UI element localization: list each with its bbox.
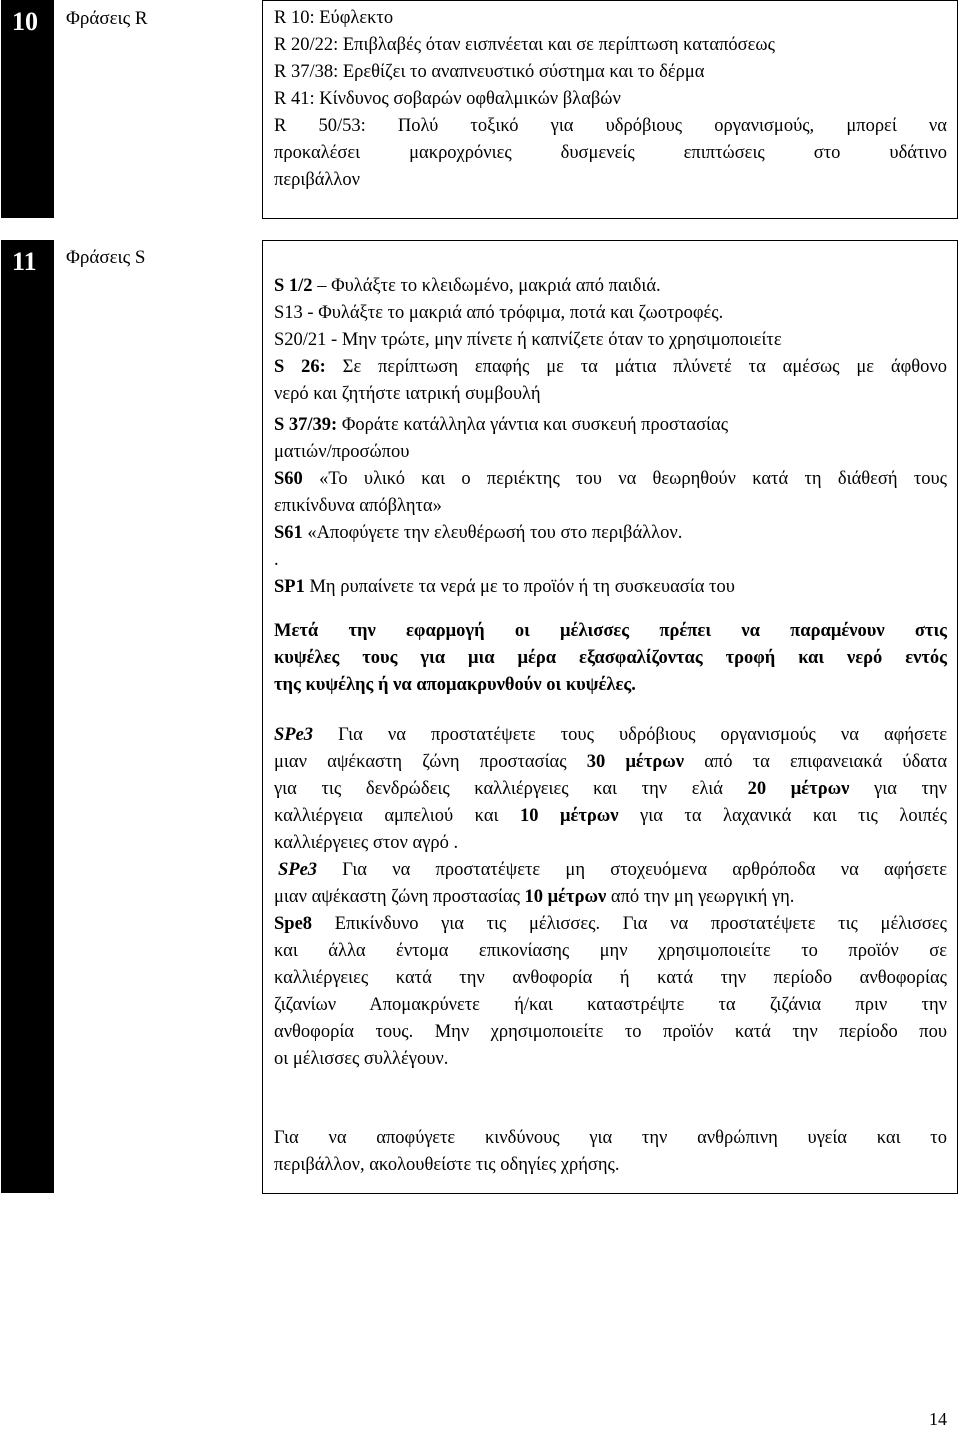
bees-warning-line-1: Μετά την εφαρμογή οι μέλισσες πρέπει να παραμένουν στις (274, 621, 947, 641)
spe3-arthropods-phrase (274, 857, 947, 911)
spe8-line-4: ζιζανίων Απομακρύνετε ή/και καταστρέψτε τα ζιζάνια πριν την (274, 995, 947, 1015)
spe3-arthropods-line-2 (274, 884, 947, 911)
s61-phrase (274, 520, 947, 547)
spe3-arthropods-text-1: Για να προστατέψετε μη στοχευόμενα αρθρόποδα να αφήσετε (317, 860, 947, 880)
row-label-s-phrases: Φράσεις S (66, 247, 146, 268)
s26-phrase-line-1 (274, 354, 947, 381)
s26-phrase-line-2: νερό και ζητήστε ιατρική συμβουλή (274, 384, 541, 404)
bees-warning (274, 618, 947, 699)
s1-2-code: S 1/2 (274, 276, 313, 296)
spe8-line-6: οι μέλισσες συλλέγουν. (274, 1049, 449, 1069)
r50-53-line-1: R 50/53: Πολύ τοξικό για υδρόβιους οργανισμούς, μπορεί να (274, 116, 947, 136)
spe3-arthropods-code: SPe3 (278, 860, 318, 880)
row-label-r-phrases: Φράσεις R (66, 8, 148, 29)
r20-22-line: R 20/22: Επιβλαβές όταν εισπνέεται και σε περίπτωση καταπόσεως (274, 35, 775, 55)
row-number-10-text: 10 (12, 7, 38, 36)
s37-39-code: S 37/39: (274, 415, 338, 435)
s37-39-phrase-line-1 (274, 412, 947, 439)
s60-code: S60 (274, 469, 303, 489)
row-number-11 (1, 240, 54, 1193)
s1-2-text: – Φυλάξτε το κλειδωμένο, μακριά από παιδιά. (312, 276, 661, 296)
s60-phrase-line-1 (274, 466, 947, 493)
spe3-aquatic-text-4a: καλλιέργεια αμπελιού και (274, 806, 520, 826)
closing-note-line-2: περιβάλλον, ακολουθείστε τις οδηγίες χρήσης. (274, 1155, 620, 1175)
spe3-aquatic-text-4c: για τα λαχανικά και τις λοιπές (618, 806, 948, 826)
row-number-10 (1, 0, 54, 218)
bees-warning-line-2: κυψέλες τους για μια μέρα εξασφαλίζοντας τροφή και νερό εντός (274, 648, 947, 668)
spe3-aquatic-line-4 (274, 803, 947, 830)
spe3-aquatic-line-3 (274, 776, 947, 803)
s1-2-phrase (274, 273, 947, 300)
s61-code: S61 (274, 523, 303, 543)
s37-39-phrase-line-2: ματιών/προσώπου (274, 442, 410, 462)
page-number: 14 (929, 1409, 947, 1429)
spe3-aquatic-code: SPe3 (274, 725, 314, 745)
spe3-aquatic-distance-20: 20 μέτρων (747, 779, 850, 799)
spe8-line-1 (274, 911, 947, 938)
r41-line: R 41: Κίνδυνος σοβαρών οφθαλμικών βλαβών (274, 89, 621, 109)
sp1-phrase (274, 574, 947, 601)
closing-note-line-1: Για να αποφύγετε κινδύνους για την ανθρώπινη υγεία και το (274, 1128, 947, 1148)
s26-text-1: Σε περίπτωση επαφής με τα μάτια πλύνετέ τα αμέσως με άφθονο (325, 357, 947, 377)
spe3-aquatic-text-1: Για να προστατέψετε τους υδρόβιους οργανισμούς να αφήσετε (313, 725, 947, 745)
spe8-line-5: ανθοφορία τους. Μην χρησιμοποιείτε το προϊόν κατά την περίοδο που (274, 1022, 947, 1042)
sp1-code: SP1 (274, 577, 305, 597)
spe3-aquatic-line-2 (274, 749, 947, 776)
spe3-aquatic-text-2a: μιαν αψέκαστη ζώνη προστασίας (274, 752, 587, 772)
s60-text-1: «Το υλικό και ο περιέκτης του να θεωρηθούν κατά τη διάθεσή τους (302, 469, 947, 489)
s60-phrase-line-2: επικίνδυνα απόβλητα» (274, 496, 442, 516)
stray-dot: . (274, 550, 279, 570)
bees-warning-line-3: της κυψέλης ή να απομακρυνθούν οι κυψέλες. (274, 675, 636, 695)
sp1-text: Μη ρυπαίνετε τα νερά με το προϊόν ή τη συσκευασία του (304, 577, 735, 597)
spe3-aquatic-line-1 (274, 722, 947, 749)
spe8-code: Spe8 (274, 914, 313, 934)
row-number-11-text: 11 (12, 247, 37, 276)
spe8-phrase (274, 911, 947, 1073)
spe3-aquatic-distance-30: 30 μέτρων (586, 752, 685, 772)
r50-53-line-2: προκαλέσει μακροχρόνιες δυσμενείς επιπτώσεις στο υδάτινο (274, 143, 947, 163)
spe3-aquatic-text-3a: για τις δενδρώδεις καλλιέργειες και την ελιά (274, 779, 748, 799)
s61-text: «Αποφύγετε την ελευθέρωσή του στο περιβάλλον. (302, 523, 683, 543)
s13-phrase: S13 - Φυλάξτε το μακριά από τρόφιμα, ποτά και ζωοτροφές. (274, 303, 724, 323)
s-phrases-box (262, 240, 958, 1194)
spe8-line-3: καλλιέργειες κατά την ανθοφορία ή κατά την περίοδο ανθοφορίας (274, 968, 947, 988)
spe8-line-2: και άλλα έντομα επικονίασης μην χρησιμοποιείτε το προϊόν σε (274, 941, 947, 961)
closing-note (274, 1125, 947, 1179)
s26-code: S 26: (274, 357, 326, 377)
spe8-text-1: Επικίνδυνο για τις μέλισσες. Για να προστατέψετε τις μέλισσες (312, 914, 947, 934)
spe3-arthropods-distance-10: 10 μέτρων (524, 887, 607, 907)
spe3-aquatic-distance-10: 10 μέτρων (519, 806, 619, 826)
spe3-arthropods-text-2a: μιαν αψέκαστη ζώνη προστασίας (274, 887, 525, 907)
spe3-arthropods-text-2c: από την μη γεωργική γη. (606, 887, 795, 907)
spe3-aquatic-line-5: καλλιέργειες στον αγρό . (274, 833, 459, 853)
spe3-aquatic-text-3c: για την (849, 779, 948, 799)
r50-53-line-3: περιβάλλον (274, 170, 360, 190)
spe3-aquatic-phrase (274, 722, 947, 857)
r-phrases-box (262, 0, 958, 219)
spe3-arthropods-line-1 (274, 857, 947, 884)
spe3-aquatic-text-2c: από τα επιφανειακά ύδατα (684, 752, 948, 772)
s37-39-text-1: Φοράτε κατάλληλα γάντια και συσκευή προστασίας (337, 415, 729, 435)
r37-38-line: R 37/38: Ερεθίζει το αναπνευστικό σύστημα και το δέρμα (274, 62, 705, 82)
s20-21-phrase: S20/21 - Μην τρώτε, μην πίνετε ή καπνίζετε όταν το χρησιμοποιείτε (274, 330, 782, 350)
r10-line: R 10: Εύφλεκτο (274, 8, 394, 28)
